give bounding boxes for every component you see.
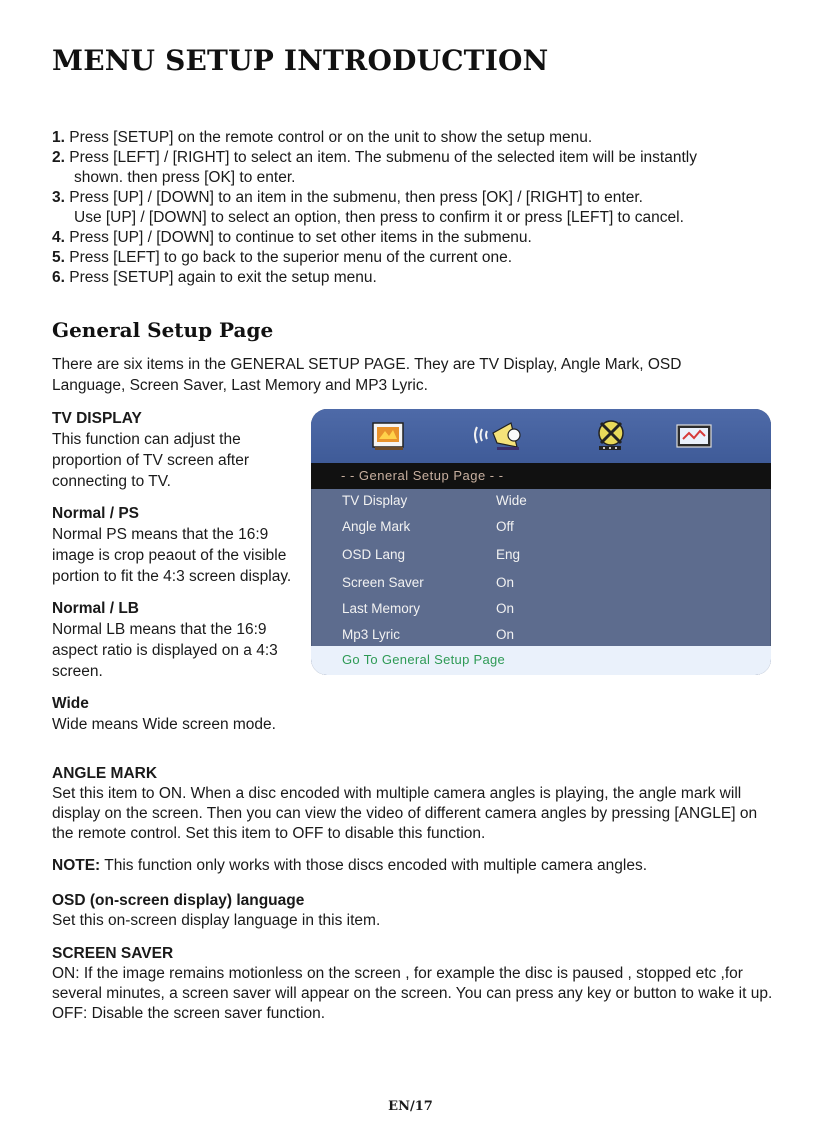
menu-row-label: TV Display: [342, 493, 408, 508]
section-heading: ANGLE MARK: [52, 765, 158, 782]
step-text: Press [LEFT] to go back to the superior menu of the current one.: [69, 249, 513, 266]
note-label: NOTE:: [52, 857, 101, 874]
text-block: [52, 598, 307, 682]
step-item: [52, 228, 792, 248]
menu-footer: [311, 646, 771, 675]
step-text: Press [LEFT] / [RIGHT] to select an item. The submenu of the selected item will be instantly: [69, 149, 697, 166]
note-text: This function only works with those discs encoded with multiple camera angles.: [100, 857, 648, 874]
step-item: [52, 188, 792, 228]
section-text: Set this item to ON. When a disc encoded with multiple camera angles is playing, the angle mark will display on the screen. Then you can view the video of different camera angles by pressing [ANGLE] on the remote control. Set this item to OFF to disable this function.: [52, 785, 758, 842]
intro-paragraph: There are six items in the GENERAL SETUP PAGE. They are TV Display, Angle Mark, OSD Language, Screen Saver, Last Memory and MP3 Lyric.: [52, 356, 682, 394]
menu-row-value: Eng: [496, 547, 521, 562]
step-text-continued: shown. then press [OK] to enter.: [74, 169, 296, 186]
menu-row-value: On: [496, 575, 515, 590]
step-text-continued: Use [UP] / [DOWN] to select an option, then press to confirm it or press [LEFT] to cancel.: [74, 209, 684, 226]
step-text: Press [UP] / [DOWN] to continue to set other items in the submenu.: [69, 229, 532, 246]
block-heading: Wide: [52, 695, 89, 712]
step-number: 4.: [52, 229, 65, 246]
menu-header-text: - - General Setup Page - -: [341, 468, 504, 483]
screen-saver-section: [52, 944, 782, 1024]
note-line: [52, 856, 782, 876]
step-item: [52, 128, 792, 148]
menu-row-label: Screen Saver: [342, 575, 424, 590]
menu-row-value: On: [496, 627, 515, 642]
step-item: [52, 248, 792, 268]
step-item: [52, 268, 792, 288]
block-text: Normal LB means that the 16:9 aspect ratio is displayed on a 4:3 screen.: [52, 621, 278, 680]
text-block: [52, 693, 307, 735]
menu-footer-text: Go To General Setup Page: [342, 652, 506, 667]
menu-row-label: OSD Lang: [342, 547, 406, 562]
menu-row: [311, 515, 771, 541]
menu-row-value: Off: [496, 519, 514, 534]
section-text: Set this on-screen display language in this item.: [52, 912, 381, 929]
angle-mark-section: [52, 764, 782, 844]
step-number: 5.: [52, 249, 65, 266]
menu-row: [311, 543, 771, 569]
block-heading: Normal / PS: [52, 505, 139, 522]
general-setup-icon: [369, 417, 409, 453]
section-heading: OSD (on-screen display) language: [52, 892, 305, 909]
menu-row-label: Mp3 Lyric: [342, 627, 401, 642]
video-setup-icon: [591, 417, 631, 453]
block-heading: TV DISPLAY: [52, 410, 142, 427]
text-block: [52, 503, 307, 587]
audio-setup-icon: [471, 417, 511, 453]
menu-row: [311, 571, 771, 597]
steps-list: [52, 128, 792, 288]
step-text: Press [UP] / [DOWN] to an item in the submenu, then press [OK] / [RIGHT] to enter.: [69, 189, 643, 206]
menu-header: [311, 463, 771, 489]
step-number: 6.: [52, 269, 65, 286]
preference-icon: [673, 417, 713, 453]
menu-row-label: Last Memory: [342, 601, 421, 616]
step-text: Press [SETUP] on the remote control or on the unit to show the setup menu.: [69, 129, 593, 146]
step-item: [52, 148, 792, 188]
section-title: General Setup Page: [52, 318, 274, 342]
tv-display-column: [52, 408, 307, 746]
step-number: 2.: [52, 149, 65, 166]
menu-row: [311, 597, 771, 623]
menu-row: [311, 489, 771, 515]
setup-menu-screenshot: [311, 409, 771, 675]
section-text: OFF: Disable the screen saver function.: [52, 1005, 326, 1022]
step-text: Press [SETUP] again to exit the setup menu.: [69, 269, 377, 286]
menu-row-label: Angle Mark: [342, 519, 411, 534]
page-number: EN/17: [388, 1099, 433, 1114]
section-heading: SCREEN SAVER: [52, 945, 174, 962]
page-title: MENU SETUP INTRODUCTION: [52, 44, 549, 77]
menu-row-value: Wide: [496, 493, 527, 508]
osd-section: [52, 891, 782, 931]
block-text: Wide means Wide screen mode.: [52, 716, 276, 733]
step-number: 1.: [52, 129, 65, 146]
step-number: 3.: [52, 189, 65, 206]
section-text: ON: If the image remains motionless on the screen , for example the disc is paused , stopped etc ,for several minutes, a screen saver will appear on the screen. You can press any key or button to wake it up.: [52, 965, 773, 1002]
block-text: Normal PS means that the 16:9 image is crop peaout of the visible portion to fit the 4:3 screen display.: [52, 526, 292, 585]
block-text: This function can adjust the proportion of TV screen after connecting to TV.: [52, 431, 250, 490]
menu-row-value: On: [496, 601, 515, 616]
text-block: [52, 408, 307, 492]
block-heading: Normal / LB: [52, 600, 139, 617]
menu-icon-bar: [311, 409, 771, 463]
